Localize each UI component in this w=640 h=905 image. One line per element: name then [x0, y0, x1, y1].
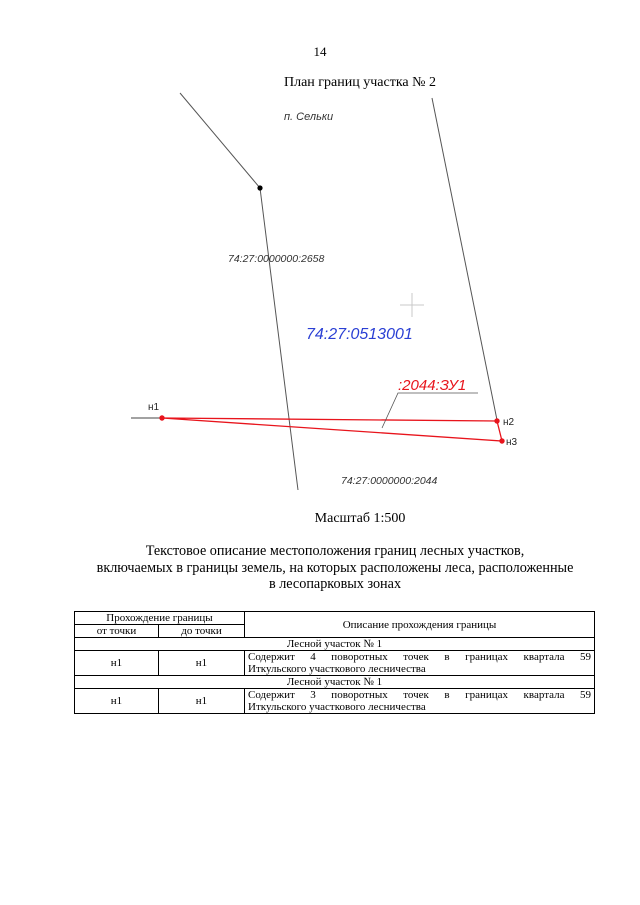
description-line: Текстовое описание местоположения границ лесных участков,	[145, 543, 525, 559]
parcel-2658-label: 74:27:0000000:2658	[228, 253, 325, 265]
page-number: 14	[313, 44, 327, 59]
cell-description	[245, 651, 595, 676]
scale-label: Масштаб 1:500	[314, 511, 406, 526]
description-text: Иткульского участкового лесничества	[248, 701, 426, 713]
cell-description	[245, 689, 595, 714]
description-heading	[0, 543, 640, 593]
header-to: до точки	[159, 625, 245, 638]
cell-from: н1	[75, 651, 159, 676]
description-line: в лесопарковых зонах	[268, 576, 402, 592]
quarter-center-cross	[400, 293, 424, 317]
point-n1-label: н1	[148, 402, 160, 413]
cell-from: н1	[75, 689, 159, 714]
header-from: от точки	[75, 625, 159, 638]
table-header-row	[75, 612, 595, 625]
point-n3	[499, 438, 504, 443]
point-n3-label: н3	[506, 437, 518, 448]
description-line: включаемых в границы земель, на которых расположены леса, расположенные	[96, 559, 574, 576]
settlement-label: п. Сельки	[284, 111, 334, 123]
plan-title: План границ участка № 2	[284, 75, 436, 90]
section-title-row	[75, 676, 595, 689]
table-row	[75, 651, 595, 676]
boundary-table	[74, 611, 595, 714]
boundary-plan-map	[0, 85, 640, 495]
parcel-2044-label: 74:27:0000000:2044	[341, 475, 438, 487]
zu1-leader-line	[382, 393, 478, 428]
road-boundary	[432, 98, 497, 420]
parcel-2658-boundary	[180, 93, 298, 490]
cell-to: н1	[159, 651, 245, 676]
parcel-zu1-boundary	[162, 418, 502, 441]
parcel-zu1-label: :2044:ЗУ1	[398, 377, 467, 394]
point-n2-label: н2	[503, 417, 515, 428]
cell-to: н1	[159, 689, 245, 714]
section-title: Лесной участок № 1	[75, 676, 595, 689]
table-row	[75, 689, 595, 714]
quarter-label: 74:27:0513001	[306, 326, 413, 343]
section-title-row	[75, 638, 595, 651]
description-text: Содержит 4 поворотных точек в границах квартала 59	[248, 651, 591, 663]
boundary-vertex	[257, 185, 262, 190]
point-n2	[494, 418, 499, 423]
point-n1	[159, 415, 164, 420]
section-title: Лесной участок № 1	[75, 638, 595, 651]
header-description: Описание прохождения границы	[245, 612, 595, 638]
header-group: Прохождение границы	[75, 612, 245, 625]
description-text: Иткульского участкового лесничества	[248, 663, 426, 675]
description-text: Содержит 3 поворотных точек в границах квартала 59	[248, 689, 591, 701]
